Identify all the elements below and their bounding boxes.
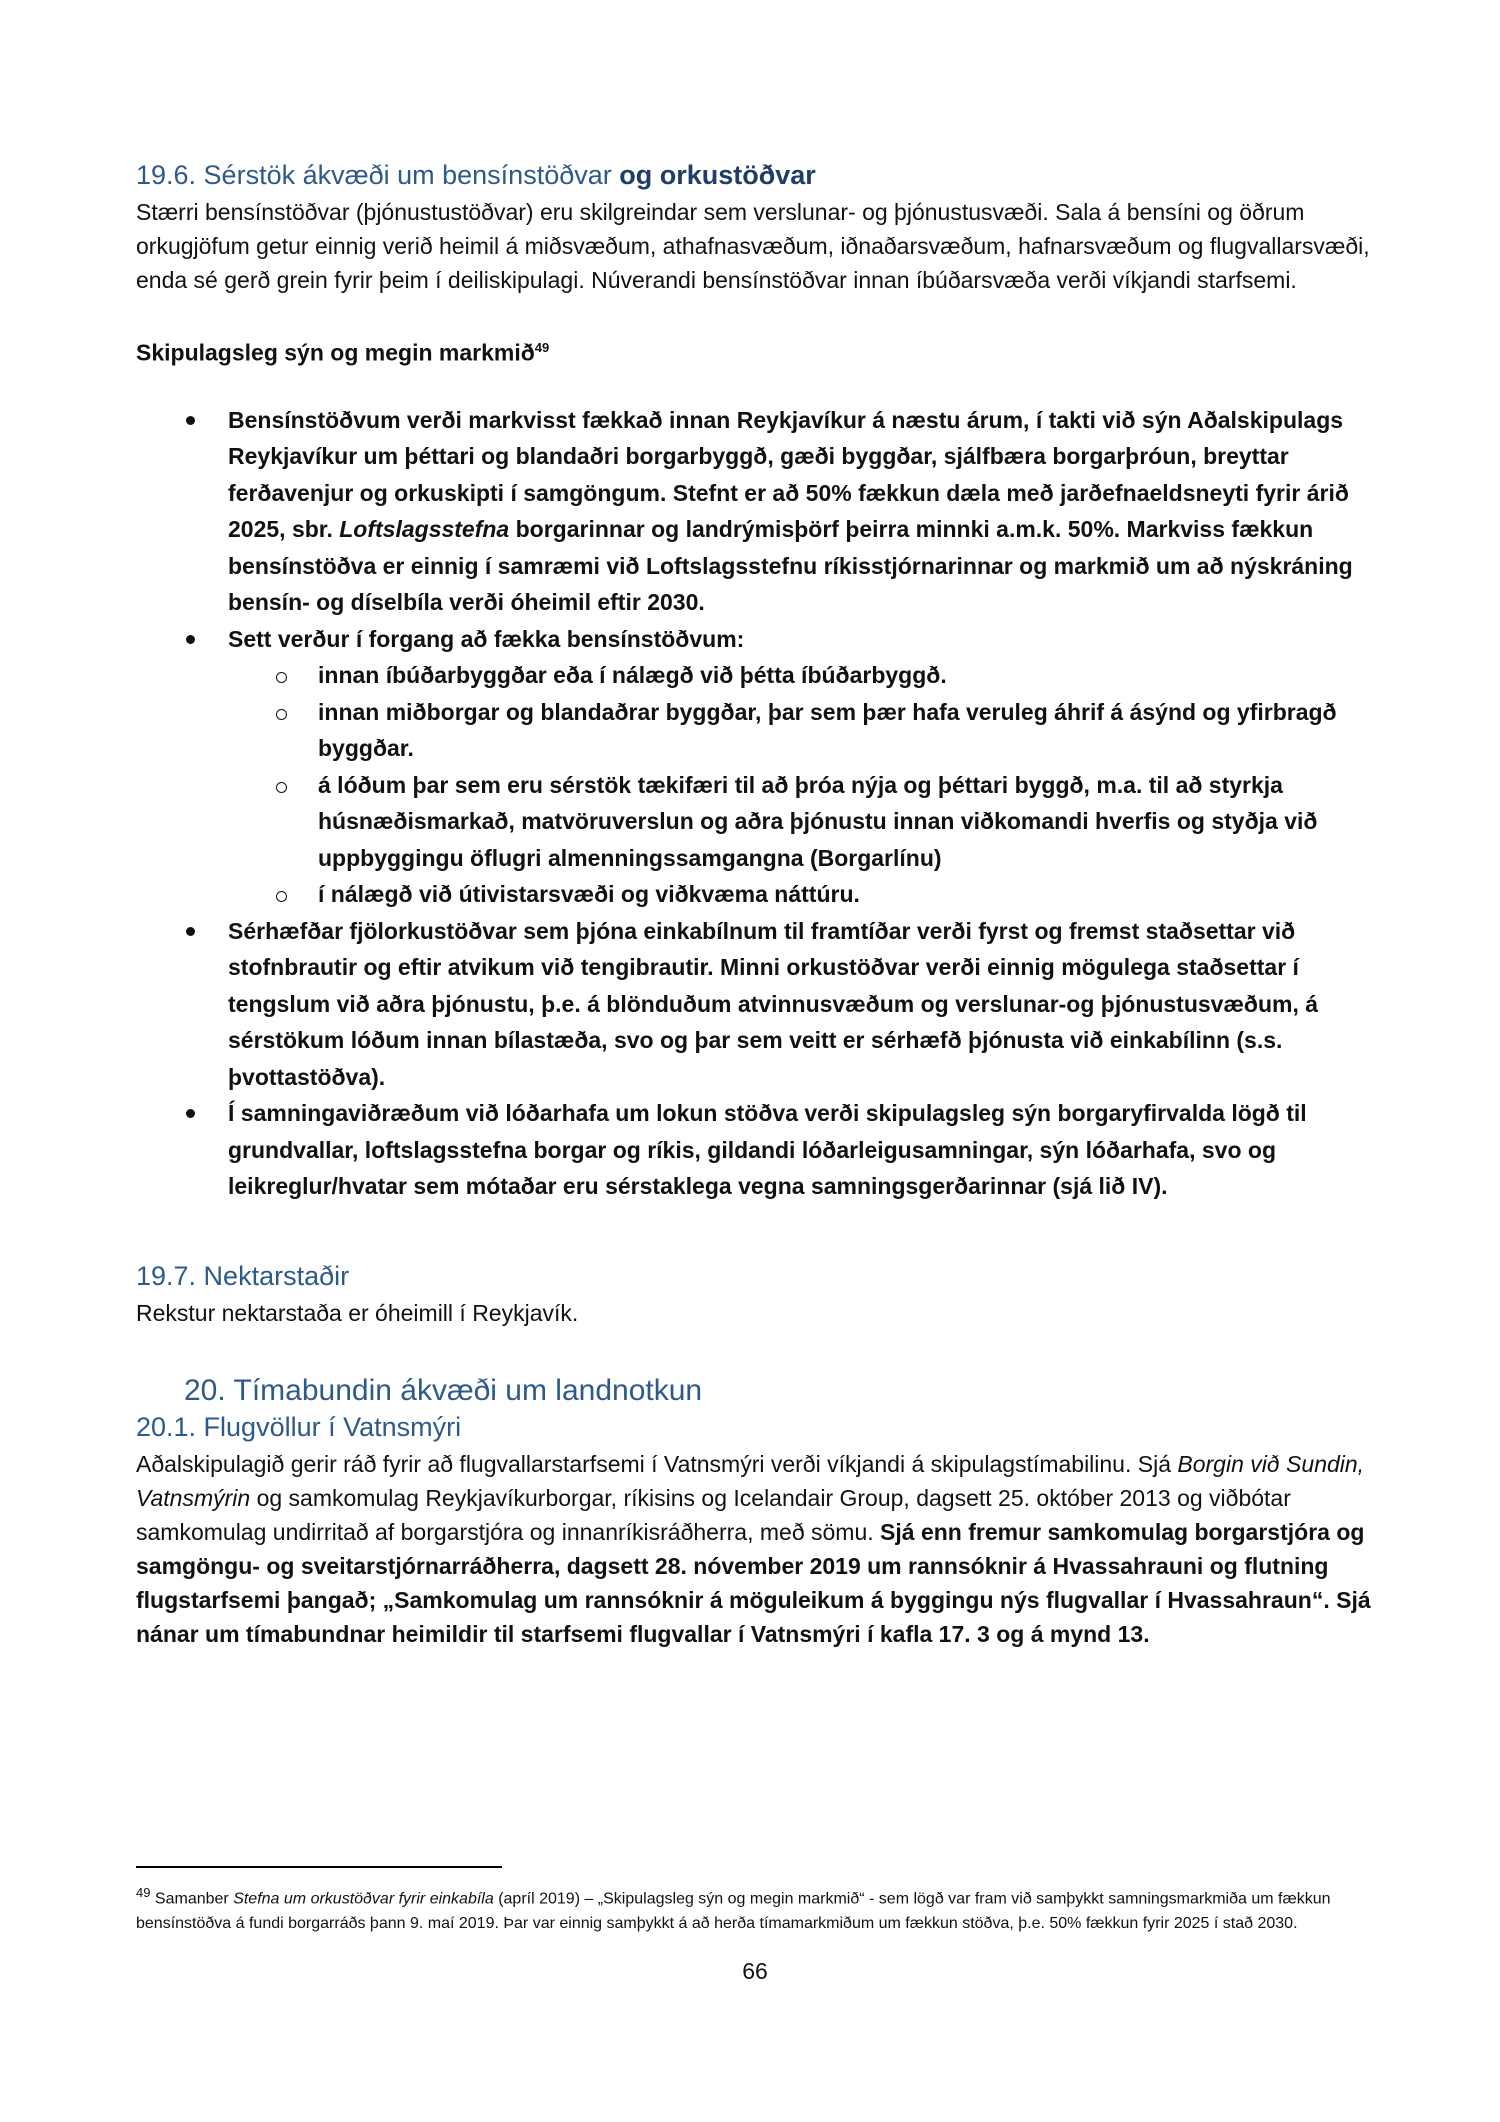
page-number: 66 <box>742 1958 768 1984</box>
sub-list-item: í nálægð við útivistarsvæði og viðkvæma náttúru. <box>318 876 1376 913</box>
section-heading-20-1: 20.1. Flugvöllur í Vatnsmýri <box>136 1411 462 1442</box>
section-heading-19-6: 19.6. Sérstök ákvæði um bensínstöðvar og orkustöðvar <box>136 160 816 190</box>
section-heading-19-7: 19.7. Nektarstaðir <box>136 1260 350 1291</box>
footnote: $^{49}$ Samanber Stefna um orkustöðvar fyrir einkabíla (apríl 2019) – „Skipulagsleg sýn og megin markmið“ - sem lögð var fram við samþykkt samningsmarkmiða um fækkun bensínstöðva á fundi borgarráðs þann 9. maí 2019. Þar var einnig samþykkt á að herða tímamarkmiðum um fækkun stöðva, þ.e. 50% fækkun fyrir 2025 í stað 2030. <box>136 1885 1331 1933</box>
paragraph: Aðalskipulagið gerir ráð fyrir að flugvallarstarfsemi í Vatnsmýri verði víkjandi á skipulagstímabilinu. Sjá Borgin við Sundin, Vatnsmýrin og samkomulag Reykjavíkurborgar, ríkisins og Icelandair Group, dagsett 25. október 2013 og viðbótar samkomulag undirritað af borgarstjóra og innanríkisráðherra, með sömu. Sjá enn fremur samkomulag borgarstjóra og samgöngu- og sveitarstjórnarráðherra, dagsett 28. nóvember 2019 um rannsóknir á Hvassahrauni og flutning flugstarfsemi þangað; „Samkomulag um rannsóknir á möguleikum á byggingu nýs flugvallar í Hvassahraun“. Sjá nánar um tímabundnar heimildir til starfsemi flugvallar í Vatnsmýri í kafla 17. 3 og á mynd 13. <box>136 1450 1371 1647</box>
subheading: Skipulagsleg sýn og megin markmið$^{49}$ <box>136 339 550 366</box>
bullet-list <box>136 402 1376 1205</box>
sub-list-item: innan miðborgar og blandaðrar byggðar, þar sem þær hafa veruleg áhrif á ásýnd og yfirbragð byggðar. <box>318 694 1376 767</box>
list-item: Sérhæfðar fjölorkustöðvar sem þjóna einkabílnum til framtíðar verði fyrst og fremst staðsettar við stofnbrautir og eftir atvikum við tengibrautir. Minni orkustöðvar verði einnig mögulega staðsettar í tengslum við aðra þjónustu, þ.e. á blönduðum atvinnusvæðum og verslunar-og þjónustusvæðum, á sérstökum lóðum innan bílastæða, svo og þar sem veitt er sérhæfð þjónusta við einkabílinn (s.s. þvottastöðva). <box>228 913 1376 1096</box>
list-item: Bensínstöðvum verði markvisst fækkað innan Reykjavíkur á næstu árum, í takti við sýn Aðalskipulags Reykjavíkur um þéttari og blandaðri borgarbyggð, gæði byggðar, sjálfbæra borgarþróun, breyttar ferðavenjur og orkuskipti í samgöngum. Stefnt er að 50% fækkun dæla með jarðefnaeldsneyti fyrir árið 2025, sbr. Loftslagsstefna borgarinnar og landrýmisþörf þeirra minnki a.m.k. 50%. Markviss fækkun bensínstöðva er einnig í samræmi við Loftslagsstefnu ríkisstjórnarinnar og markmið um að nýskráning bensín- og díselbíla verði óheimil eftir 2030. <box>228 402 1376 621</box>
paragraph: Stærri bensínstöðvar (þjónustustöðvar) eru skilgreindar sem verslunar- og þjónustusvæði. Sala á bensíni og öðrum orkugjöfum getur einnig verið heimil á miðsvæðum, athafnasvæðum, iðnaðarsvæðum, hafnarsvæðum og flugvallarsvæði, enda sé gerð grein fyrir þeim í deiliskipulagi. Núverandi bensínstöðvar innan íbúðarsvæða verði víkjandi starfsemi. <box>136 199 1370 293</box>
sub-list-item: innan íbúðarbyggðar eða í nálægð við þétta íbúðarbyggð. <box>318 657 1376 694</box>
paragraph: Rekstur nektarstaða er óheimill í Reykjavík. <box>136 1299 579 1326</box>
document-body <box>136 160 1376 1651</box>
list-item: Í samningaviðræðum við lóðarhafa um lokun stöðva verði skipulagsleg sýn borgaryfirvalda lögð til grundvallar, loftslagsstefna borgar og ríkis, gildandi lóðarleigusamningar, sýn lóðarhafa, svo og leikreglur/hvatar sem mótaðar eru sérstaklega vegna samningsgerðarinnar (sjá lið IV). <box>228 1095 1376 1205</box>
list-item: Sett verður í forgang að fækka bensínstöðvum: innan íbúðarbyggðar eða í nálægð við þétta íbúðarbyggð. innan miðborgar og blandaðrar byggðar, þar sem þær hafa veruleg áhrif á ásýnd og yfirbragð byggðar. á lóðum þar sem eru sérstök tækifæri til að þróa nýja og þéttari byggð, m.a. til að styrkja húsnæðismarkað, matvöruverslun og aðra þjónustu innan viðkomandi hverfis og styðja við uppbyggingu öflugri almenningssamgangna (Borgarlínu) í nálægð við útivistarsvæði og viðkvæma náttúru. <box>228 621 1376 913</box>
footnote-separator <box>136 1866 502 1868</box>
footnote-ref: 49 <box>534 340 550 355</box>
sub-list <box>228 657 1376 913</box>
chapter-heading-20: 20. Tímabundin ákvæði um landnotkun <box>184 1373 703 1407</box>
sub-list-item: á lóðum þar sem eru sérstök tækifæri til að þróa nýja og þéttari byggð, m.a. til að styrkja húsnæðismarkað, matvöruverslun og aðra þjónustu innan viðkomandi hverfis og styðja við uppbyggingu öflugri almenningssamgangna (Borgarlínu) <box>318 767 1376 877</box>
